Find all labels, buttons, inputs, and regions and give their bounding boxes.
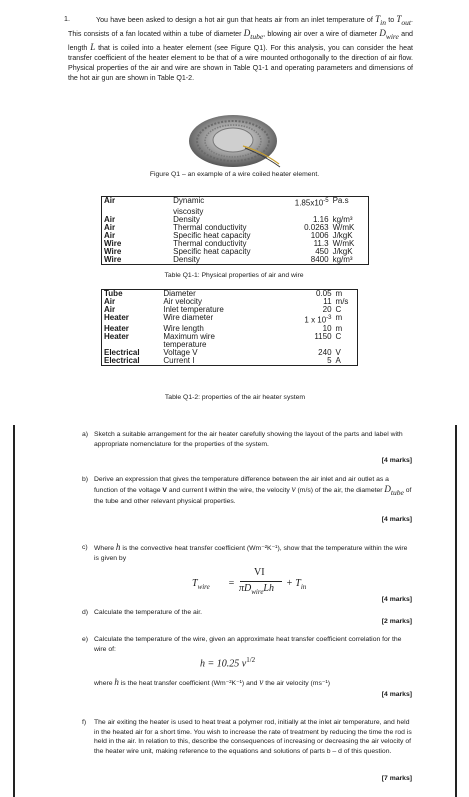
unit-cell: V xyxy=(335,347,341,357)
property-cell: Wire diameter xyxy=(163,313,214,322)
material-cell: Air xyxy=(104,214,116,224)
d-tube-symbol: $D_{tube}$ xyxy=(243,27,264,41)
question-c-marks: [4 marks] xyxy=(381,596,412,603)
property-cell: Thermal conductivity xyxy=(173,238,247,248)
value-cell: 450 xyxy=(315,246,329,256)
material-cell: Air xyxy=(104,222,116,232)
property-cell: Specific heat capacity xyxy=(173,246,251,256)
h-symbol: h xyxy=(114,677,119,687)
property-cell: Inlet temperature xyxy=(163,305,224,314)
question-intro xyxy=(64,14,413,83)
l-symbol: L xyxy=(90,41,96,52)
question-e-where: where h is the heat transfer coefficient (Wm⁻²K⁻¹) and v the air velocity (ms⁻¹) xyxy=(94,677,330,687)
value-cell: 10 xyxy=(322,323,332,333)
unit-cell: C xyxy=(335,331,342,341)
table-row xyxy=(102,357,358,366)
table-row xyxy=(102,333,358,341)
value-cell: 11 xyxy=(323,297,332,306)
heater-coil-figure xyxy=(183,112,283,170)
table1-caption: Table Q1-1: Physical properties of air and wire xyxy=(164,272,304,279)
material-cell: Air xyxy=(104,297,116,306)
value-cell: 20 xyxy=(322,305,332,314)
question-b: b) Derive an expression that gives the temperature difference between the air inlet and air outlet as a function of the voltage V and current I within the wire, the velocity v (m/s) of the air, the diameter $D_{tube}$ of the tube and other relevant physical properties. xyxy=(82,476,412,505)
unit-cell: kg/m³ xyxy=(332,254,353,264)
property-cell: Thermal conductivity xyxy=(173,222,247,232)
material-cell: Heater xyxy=(104,323,129,333)
material-cell: Air xyxy=(104,305,116,314)
table-row xyxy=(102,256,369,265)
question-e: e) Calculate the temperature of the wire, given an approximate heat transfer coefficient correlation for the wire of: xyxy=(82,636,402,653)
material-cell: Air xyxy=(104,230,116,240)
figure-caption: Figure Q1 – an example of a wire coiled heater element. xyxy=(149,171,320,178)
value-cell: 0.05 xyxy=(315,289,332,298)
table-row xyxy=(102,298,358,306)
value-cell: $1.85x10^{-5}$ xyxy=(294,198,329,208)
unit-cell: A xyxy=(335,355,341,365)
velocity-symbol: v xyxy=(291,483,296,494)
unit-cell: W/mK xyxy=(332,238,355,248)
d-wire-symbol: $D_{wire}$ xyxy=(379,27,399,41)
value-cell: 1 x $10^{-3}$ xyxy=(304,315,332,325)
material-cell: Heater xyxy=(104,331,129,341)
material-cell: Heater xyxy=(104,313,129,322)
table-row xyxy=(102,197,369,208)
value-cell: 5 xyxy=(327,355,332,365)
question-c: c) Where h is the convective heat transfer coefficient (Wm⁻²K⁻¹), show that the temperature within the wire is given by xyxy=(82,542,408,562)
unit-cell: kg/m³ xyxy=(332,214,353,224)
velocity-symbol: v xyxy=(259,677,264,687)
property-cell: Maximum wire xyxy=(163,331,215,341)
value-cell: 240 xyxy=(318,347,332,357)
value-cell: 1150 xyxy=(314,331,332,341)
unit-cell: J/kgK xyxy=(332,246,353,256)
property-cell: Dynamic xyxy=(173,196,205,205)
unit-cell: Pa.s xyxy=(332,196,349,205)
property-cell: viscosity xyxy=(173,206,204,216)
intro-text: You have been asked to design a hot air gun that heats air from an inlet temperature of $T_{in}$ to $T_{out}$. This consists of a fan located within a tube of diameter $D_{tube}$, blowing air over a wire of diameter $D_{wire}$ and length L that is coiled into a heater element (see Figure Q1). For this analysis, you can consider the heat transfer coefficient of the heater element to be that of a wire mounted orthogonally to the direction of air flow. Physical properties of the air and wire are shown in Table Q1-1 and operating parameters and dimensions of the hot air gun are shown in Table Q1-2. xyxy=(68,14,413,82)
d-tube-symbol: $D_{tube}$ xyxy=(384,483,404,497)
material-cell: Electrical xyxy=(104,355,140,365)
material-cell: Air xyxy=(104,196,116,205)
value-cell: 11.3 xyxy=(313,238,329,248)
air-wire-properties-table xyxy=(101,196,369,265)
property-cell: Specific heat capacity xyxy=(173,230,251,240)
value-cell: 8400 xyxy=(310,254,329,264)
question-e-marks: [4 marks] xyxy=(381,691,412,698)
heater-system-properties-table xyxy=(101,289,358,366)
t-out-symbol: $T_{out}$ xyxy=(396,14,411,27)
property-cell: Voltage V xyxy=(163,347,198,357)
question-a-marks: [4 marks] xyxy=(381,457,412,464)
question-a: a) Sketch a suitable arrangement for the air heater carefully showing the layout of the parts and label with appropriate nomenclature for the properties of the system. xyxy=(82,431,403,448)
table-row xyxy=(102,290,358,299)
property-cell: temperature xyxy=(163,339,207,349)
property-cell: Current I xyxy=(163,355,195,365)
unit-cell: J/kgK xyxy=(332,230,353,240)
question-d: d) Calculate the temperature of the air. xyxy=(82,609,203,616)
t-in-symbol: $T_{in}$ xyxy=(375,14,386,27)
unit-cell: m xyxy=(335,323,343,333)
question-f-marks: [7 marks] xyxy=(381,775,412,782)
value-cell: 1006 xyxy=(310,230,329,240)
property-cell: Air velocity xyxy=(163,297,203,306)
question-number: 1. xyxy=(64,15,70,23)
v-symbol: V xyxy=(162,486,167,494)
property-cell: Diameter xyxy=(163,289,196,298)
value-cell: 0.0263 xyxy=(304,222,329,232)
material-cell: Tube xyxy=(104,289,123,298)
table-row xyxy=(102,306,358,314)
unit-cell: m xyxy=(335,289,343,298)
question-d-marks: [2 marks] xyxy=(381,618,412,625)
question-f: f) The air exiting the heater is used to heat treat a polymer rod, initially at the inlet air temperature, and held in the heated air for a short time. You wish to increase the rate of treatment by reducing the time the rod is held in the air. In relation to this, describe the consequences of increasing or decreasing the air velocity of the heater wire unit, making reference to the equations and solutions of parts b – d of this question. xyxy=(82,719,412,755)
material-cell: Wire xyxy=(104,254,122,264)
unit-cell: C xyxy=(335,305,342,314)
h-symbol: h xyxy=(115,542,121,552)
table2-caption: Table Q1-2: properties of the air heater system xyxy=(164,394,306,401)
material-cell: Electrical xyxy=(104,347,140,357)
material-cell: Wire xyxy=(104,238,122,248)
property-cell: Wire length xyxy=(163,323,204,333)
property-cell: Density xyxy=(173,254,200,264)
question-b-marks: [4 marks] xyxy=(381,516,412,523)
material-cell: Wire xyxy=(104,246,122,256)
i-symbol: I xyxy=(205,486,208,494)
value-cell: 1.16 xyxy=(312,214,329,224)
unit-cell: m xyxy=(335,313,343,322)
table-row xyxy=(102,349,358,357)
property-cell: Density xyxy=(173,214,200,224)
table-row xyxy=(102,314,358,325)
unit-cell: W/mK xyxy=(332,222,355,232)
unit-cell: m/s xyxy=(335,297,349,306)
heat-transfer-correlation: h = 10.25 $v^{1/2}$ xyxy=(200,656,256,670)
